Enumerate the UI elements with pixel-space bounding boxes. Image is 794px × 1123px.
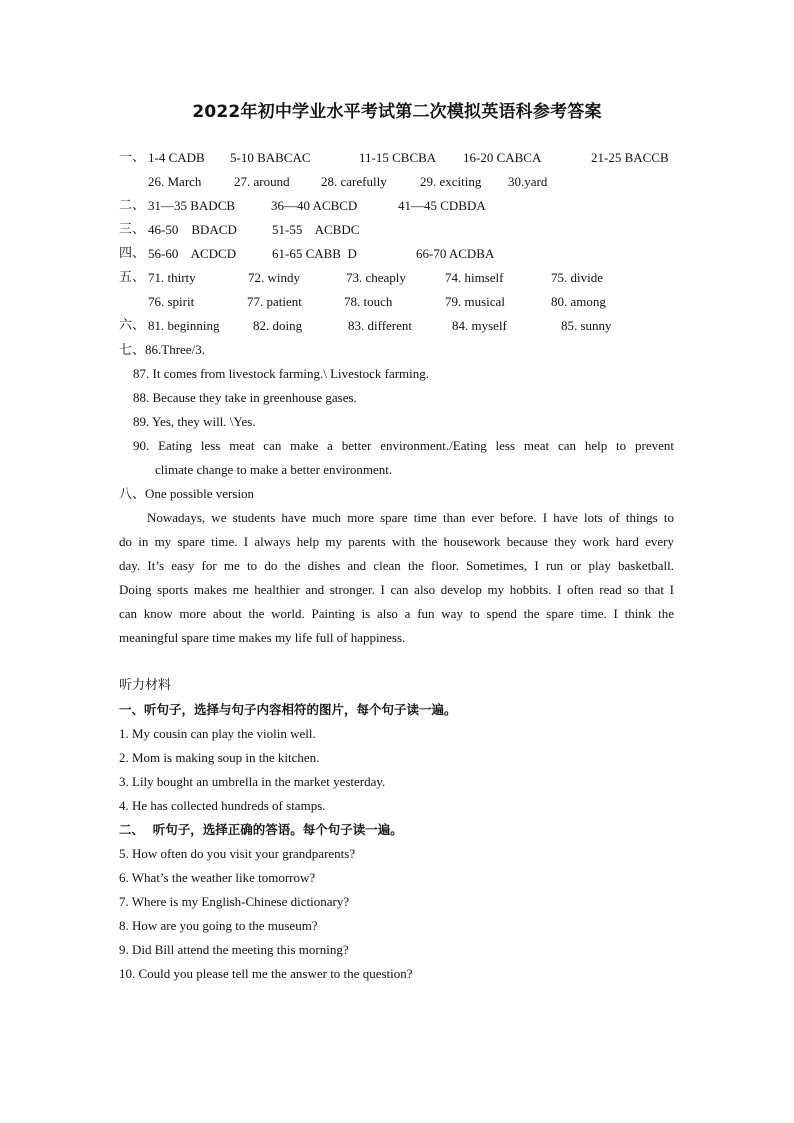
answer-group: 46-50 BDACD [148,222,237,237]
essay-line: meaningful spare time makes my life full of happiness. [119,630,406,645]
section-5-row-1 [119,270,619,286]
answer-87: 87. It comes from livestock farming.\ Livestock farming. [133,366,430,381]
answer-group: 56-60 ACDCD [148,246,237,261]
answer-group: 16-20 CABCA [463,150,542,165]
answer-group: 31—35 BADCB [148,198,236,213]
answer-item: 72. windy [248,270,300,285]
answer-item: 80. among [551,294,606,309]
listening-sentence: 5. How often do you visit your grandparents? [119,846,356,861]
listening-sentence: 7. Where is my English-Chinese dictionary? [119,894,350,909]
listening-sentence: 1. My cousin can play the violin well. [119,726,316,741]
section-label: 五、 [119,270,146,285]
answer-item: 83. different [348,318,413,333]
answer-group: 21-25 BACCB [591,150,669,165]
essay-heading: One possible version [145,486,255,501]
answer-item: 79. musical [445,294,505,309]
answer-item: 76. spirit [148,294,195,309]
essay-line: day. It’s easy for me to do the dishes and clean the floor. Sometimes, I run or play basketball. [119,558,674,573]
answer-group: 1-4 CADB [148,150,205,165]
section-5-row-2 [148,294,618,310]
listening-sentence: 4. He has collected hundreds of stamps. [119,798,326,813]
section-label: 一、 [119,150,146,165]
section-label: 四、 [119,246,146,261]
listening-sentence: 2. Mom is making soup in the kitchen. [119,750,320,765]
listening-heading: 听力材料 [119,678,172,693]
essay-line: Nowadays, we students have much more spare time than ever before. I have lots of things to [147,510,674,525]
section-7-row [119,342,205,359]
section-label: 三、 [119,222,146,237]
essay-line: Doing sports makes me healthier and stronger. I can also develop my hobbits. I often read so that I [119,582,674,597]
listening-sentence: 8. How are you going to the museum? [119,918,318,933]
answer-group: 36—40 ACBCD [271,198,358,213]
section-label: 八、 [119,487,146,502]
listening-part-2-title: 二、 听句子，选择正确的答语。每个句子读一遍。 [119,822,403,837]
answer-item: 30.yard [508,174,548,189]
section-1-row-1 [119,150,679,166]
listening-sentence: 9. Did Bill attend the meeting this morning? [119,942,349,957]
answer-90-line-1: 90. Eating less meat can make a better environment./Eating less meat can help to prevent [133,438,674,453]
section-4-row [119,246,519,262]
section-label: 七、 [119,343,146,358]
answer-item: 73. cheaply [346,270,406,285]
answer-90-line-2: climate change to make a better environment. [155,462,393,477]
answer-item: 27. around [234,174,290,189]
answer-86: 86.Three/3. [145,342,205,357]
answer-group: 61-65 CABB D [272,246,357,261]
answer-item: 28. carefully [321,174,387,189]
answer-item: 82. doing [253,318,303,333]
answer-item: 85. sunny [561,318,612,333]
answer-item: 75. divide [551,270,603,285]
essay-paragraph [119,506,674,650]
answer-group: 5-10 BABCAC [230,150,311,165]
answer-89: 89. Yes, they will. \Yes. [133,414,256,429]
essay-line: can know more about the world. Painting is also a fun way to spend the spare time. I think the [119,606,674,621]
answer-item: 81. beginning [148,318,220,333]
answer-group: 51-55 ACBDC [272,222,360,237]
answer-group: 41—45 CDBDA [398,198,486,213]
answer-item: 78. touch [344,294,393,309]
listening-sentence: 3. Lily bought an umbrella in the market yesterday. [119,774,386,789]
section-label: 六、 [119,318,146,333]
section-label: 二、 [119,198,146,213]
answer-item: 29. exciting [420,174,482,189]
section-2-row [119,198,519,214]
answer-item: 74. himself [445,270,504,285]
section-6-row [119,318,619,334]
section-8-heading [119,486,254,503]
answer-item: 26. March [148,174,202,189]
page-title: 2022年初中学业水平考试第二次模拟英语科参考答案 [192,102,602,122]
answer-group: 66-70 ACDBA [416,246,495,261]
answer-item: 77. patient [247,294,302,309]
answer-item: 84. myself [452,318,507,333]
listening-sentence: 6. What’s the weather like tomorrow? [119,870,316,885]
answer-group: 11-15 CBCBA [359,150,437,165]
listening-part-1-title: 一、听句子，选择与句子内容相符的图片，每个句子读一遍。 [119,702,457,717]
listening-sentence: 10. Could you please tell me the answer to the question? [119,966,413,981]
section-1-row-2 [148,174,568,190]
essay-line: do in my spare time. I always help my parents with the housework because they work hard every [119,534,674,549]
section-3-row [119,222,419,238]
answer-88: 88. Because they take in greenhouse gases. [133,390,357,405]
answer-item: 71. thirty [148,270,196,285]
